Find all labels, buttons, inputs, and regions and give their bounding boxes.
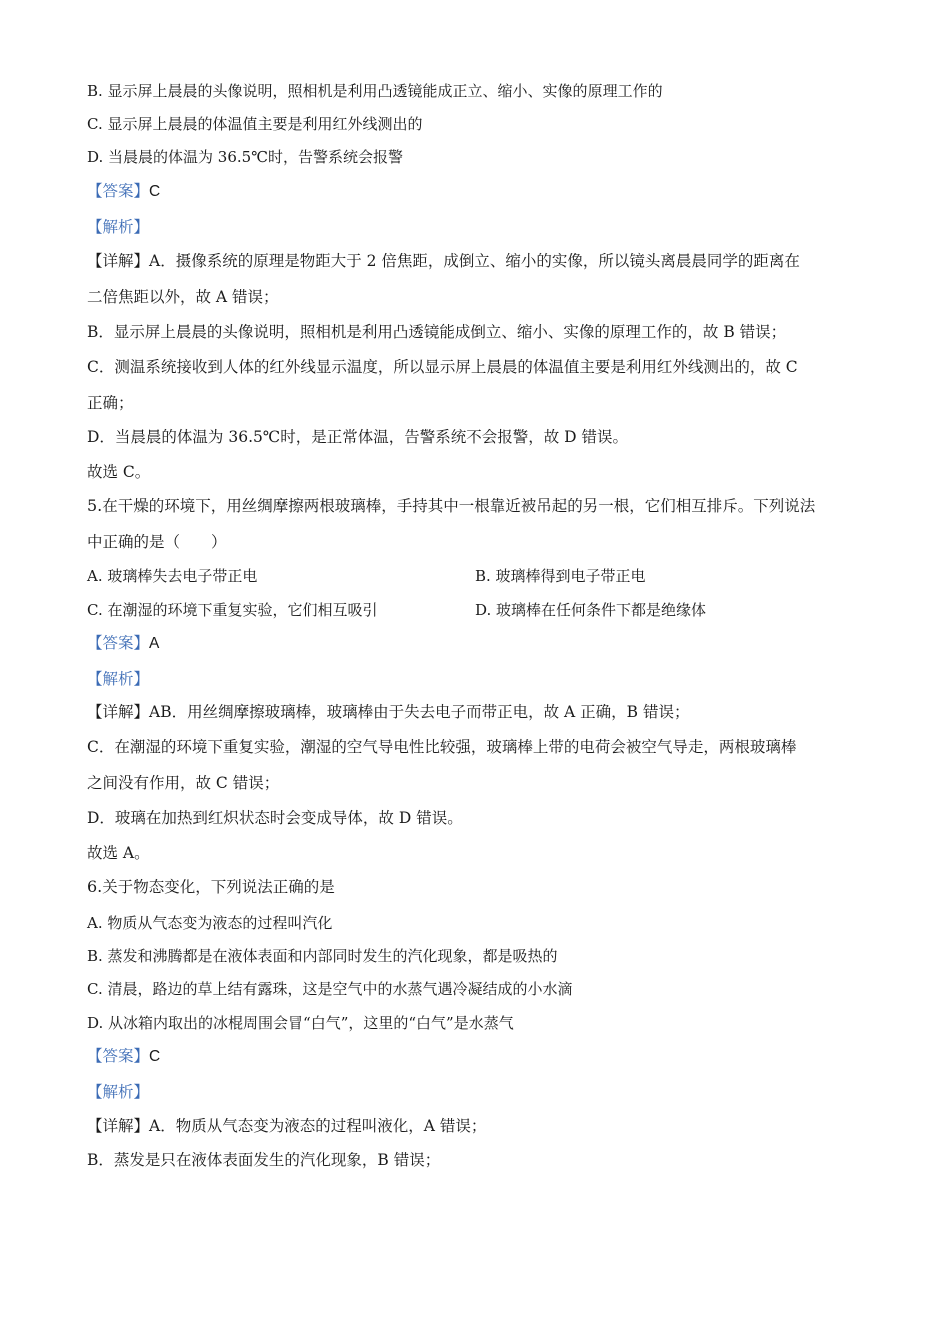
detail-label: 【详解】 bbox=[87, 252, 150, 270]
q4-detail-line: 正确； bbox=[87, 394, 134, 412]
detail-label: 【详解】 bbox=[87, 703, 150, 721]
q5-answer bbox=[87, 632, 159, 655]
q5-conclusion: 故选 A。 bbox=[87, 844, 150, 862]
q5-option-c: C. 在潮湿的环境下重复实验，它们相互吸引 bbox=[87, 601, 378, 619]
q5-detail-line: 之间没有作用，故 C 错误； bbox=[87, 774, 280, 792]
q6-number: 6. bbox=[87, 877, 103, 896]
answer-value: C bbox=[149, 183, 161, 200]
q4-answer bbox=[87, 180, 160, 203]
q4-option-b: B. 显示屏上晨晨的头像说明，照相机是利用凸透镜能成正立、缩小、实像的原理工作的 bbox=[87, 82, 663, 100]
q6-stem: 6.关于物态变化，下列说法正确的是 bbox=[87, 877, 335, 896]
q4-detail-line: D．当晨晨的体温为 36.5℃时，是正常体温，告警系统不会报警，故 D 错误。 bbox=[87, 428, 628, 446]
q4-detail-line: B．显示屏上晨晨的头像说明，照相机是利用凸透镜能成倒立、缩小、实像的原理工作的，故 B 错误； bbox=[87, 323, 787, 341]
q4-option-d: D. 当晨晨的体温为 36.5℃时，告警系统会报警 bbox=[87, 148, 403, 166]
answer-label: 【答案】 bbox=[87, 182, 150, 200]
detail-label: 【详解】 bbox=[87, 1117, 150, 1135]
analysis-label: 【解析】 bbox=[87, 218, 150, 236]
q4-option-c: C. 显示屏上晨晨的体温值主要是利用红外线测出的 bbox=[87, 115, 423, 133]
q6-detail-line: 【详解】A．物质从气态变为液态的过程叫液化，A 错误； bbox=[87, 1117, 487, 1135]
q5-stem: 5.在干燥的环境下，用丝绸摩擦两根玻璃棒，手持其中一根靠近被吊起的另一根，它们相互排斥。下列说法 bbox=[87, 496, 816, 515]
q4-conclusion: 故选 C。 bbox=[87, 463, 151, 481]
q4-detail-line: 二倍焦距以外，故 A 错误； bbox=[87, 288, 279, 306]
q6-answer bbox=[87, 1045, 160, 1068]
q6-detail-line: B．蒸发是只在液体表面发生的汽化现象，B 错误； bbox=[87, 1151, 441, 1169]
answer-value: A bbox=[149, 635, 160, 652]
answer-label: 【答案】 bbox=[87, 634, 150, 652]
q5-detail-line: D．玻璃在加热到红炽状态时会变成导体，故 D 错误。 bbox=[87, 809, 463, 827]
answer-value: C bbox=[149, 1048, 161, 1065]
q5-analysis bbox=[87, 668, 149, 690]
q6-option-c: C. 清晨，路边的草上结有露珠，这是空气中的水蒸气遇冷凝结成的小水滴 bbox=[87, 980, 573, 998]
q5-option-b: B. 玻璃棒得到电子带正电 bbox=[475, 567, 646, 585]
q4-detail-line: 【详解】A．摄像系统的原理是物距大于 2 倍焦距，成倒立、缩小的实像，所以镜头离晨晨同学的距离在 bbox=[87, 252, 800, 270]
q5-option-a: A. 玻璃棒失去电子带正电 bbox=[87, 567, 258, 585]
q5-option-d: D. 玻璃棒在任何条件下都是绝缘体 bbox=[475, 601, 707, 619]
q6-option-d: D. 从冰箱内取出的冰棍周围会冒“白气”，这里的“白气”是水蒸气 bbox=[87, 1014, 514, 1032]
q4-detail-line: C．测温系统接收到人体的红外线显示温度，所以显示屏上晨晨的体温值主要是利用红外线测出的，故 C bbox=[87, 358, 798, 376]
q5-stem-cont: 中正确的是（ ） bbox=[87, 533, 227, 551]
q6-option-a: A. 物质从气态变为液态的过程叫汽化 bbox=[87, 914, 333, 932]
answer-label: 【答案】 bbox=[87, 1047, 150, 1065]
q5-detail-line: C．在潮湿的环境下重复实验，潮湿的空气导电性比较强，玻璃棒上带的电荷会被空气导走，两根玻璃棒 bbox=[87, 738, 797, 756]
q6-analysis bbox=[87, 1081, 149, 1103]
analysis-label: 【解析】 bbox=[87, 1083, 150, 1101]
analysis-label: 【解析】 bbox=[87, 670, 150, 688]
q6-option-b: B. 蒸发和沸腾都是在液体表面和内部同时发生的汽化现象，都是吸热的 bbox=[87, 947, 558, 965]
q4-analysis bbox=[87, 216, 149, 238]
q5-number: 5. bbox=[87, 496, 103, 515]
q5-detail-line: 【详解】AB．用丝绸摩擦玻璃棒，玻璃棒由于失去电子而带正电，故 A 正确，B 错误； bbox=[87, 703, 690, 721]
